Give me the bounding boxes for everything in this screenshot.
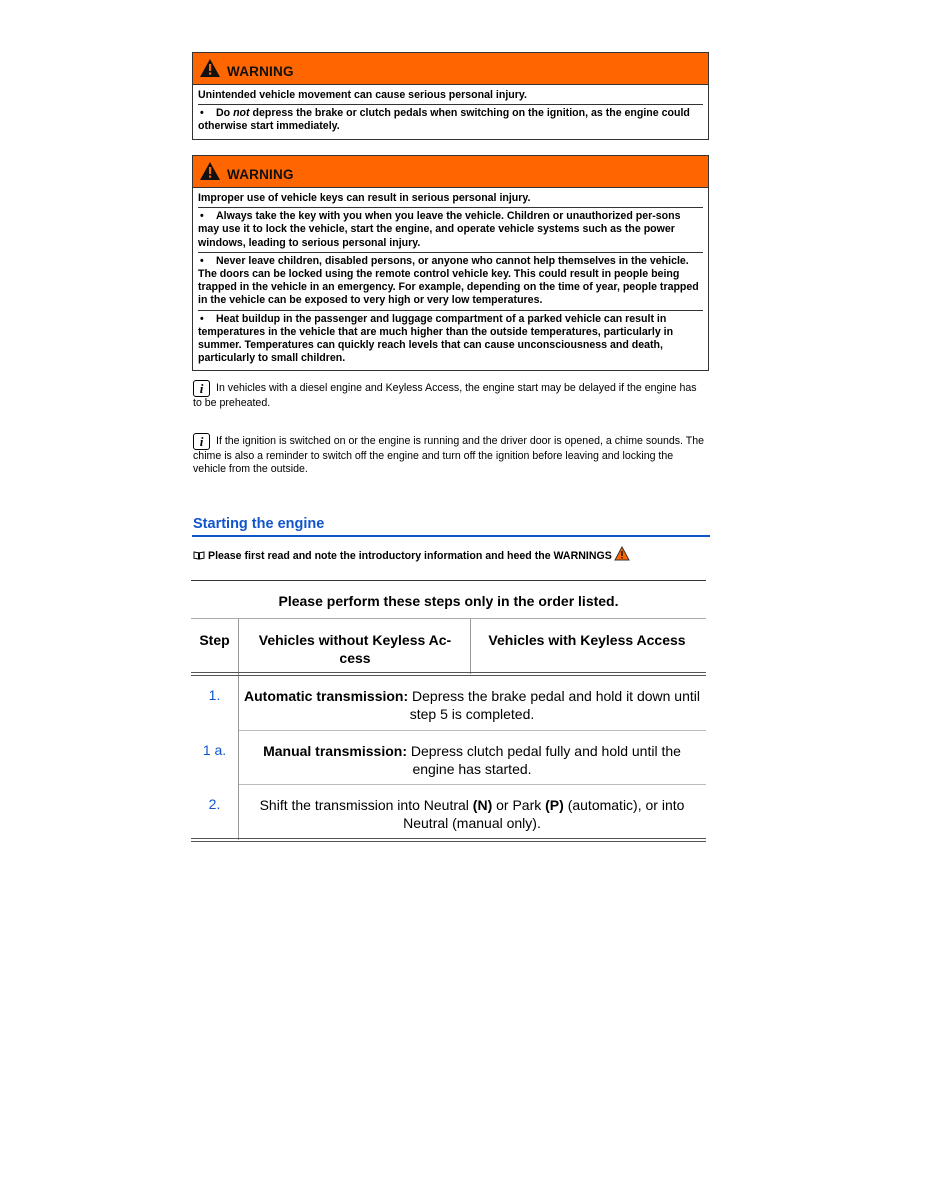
warning-triangle-icon [199, 58, 221, 78]
warning-title: WARNING [227, 167, 294, 182]
header-double-rule [191, 672, 706, 676]
book-icon [193, 551, 205, 560]
warning-box-2 [192, 155, 709, 371]
warning-box-1 [192, 52, 709, 140]
warning-bullet: • Do not depress the brake or clutch pedals when switching on the ignition, as the engine could otherwise start immediately. [198, 107, 690, 133]
note-text: If the ignition is switched on or the engine is running and the driver door is opened, a chime sounds. The chime is also a reminder to switch off the engine and turn off the ignition before leaving and locking the vehicle from the outside. [193, 435, 705, 476]
warning-header [193, 156, 708, 188]
header-with-keyless: Vehicles with Keyless Access [488, 632, 686, 648]
info-note-2 [193, 433, 708, 476]
info-icon: i [193, 433, 210, 450]
step-number: 2. [208, 796, 221, 812]
warning-bullet: • Always take the key with you when you leave the vehicle. Children or unauthorized per-sons may use it to lock the vehicle, start the engine, and operate vehicle systems such as the power windows, leading to serious personal injury. [198, 208, 703, 253]
row-divider [239, 730, 706, 731]
warning-bullet: • Heat buildup in the passenger and luggage compartment of a parked vehicle can result in temperatures in the vehicle that are much higher than the outside temperatures, particularly in summer. Temperatures can quickly reach levels that can cause unconsciousness and death, particularly to small children. [198, 312, 674, 365]
warning-lead: Improper use of vehicle keys can result in serious personal injury. [198, 190, 703, 208]
step-number: 1 a. [202, 742, 227, 758]
warning-triangle-icon [614, 546, 630, 561]
warning-triangle-icon [199, 161, 221, 181]
header-without-keyless: Vehicles without Keyless Ac-cess [258, 632, 452, 666]
step-text: Manual transmission: Depress clutch pedal fully and hold until the engine has started. [263, 743, 681, 777]
note-text: In vehicles with a diesel engine and Keyless Access, the engine start may be delayed if the engine has to be preheated. [193, 382, 697, 409]
table-caption: Please perform these steps only in the order listed. [278, 593, 619, 609]
header-step: Step [199, 632, 230, 648]
warning-header [193, 53, 708, 85]
section-divider [192, 535, 710, 537]
table-top-rule [191, 580, 706, 581]
intro-text: Please first read and note the introductory information and heed the WARNINGS [208, 550, 612, 562]
info-note-1 [193, 380, 708, 410]
table-bottom-rule [191, 838, 706, 842]
step-number: 1. [208, 687, 221, 703]
step-text: Automatic transmission: Depress the brake pedal and hold it down until step 5 is completed. [244, 688, 700, 722]
section-title: Starting the engine [193, 516, 325, 532]
info-icon: i [193, 380, 210, 397]
warning-bullet: • Never leave children, disabled persons, or anyone who cannot help themselves in the vehicle. The doors can be locked using the remote control vehicle key. This could result in people being trapped in the vehicle in an emergency. For example, depending on the time of year, people trapped in the vehicle can be exposed to very high or very low temperatures. [198, 253, 703, 311]
table-header [191, 618, 706, 677]
intro-line [193, 546, 630, 562]
step-text: Shift the transmission into Neutral (N) or Park (P) (automatic), or into Neutral (manual only). [259, 797, 685, 831]
warning-title: WARNING [227, 64, 294, 79]
table-column-divider [470, 619, 471, 674]
warning-lead: Unintended vehicle movement can cause serious personal injury. [198, 87, 703, 105]
row-divider [239, 784, 706, 785]
